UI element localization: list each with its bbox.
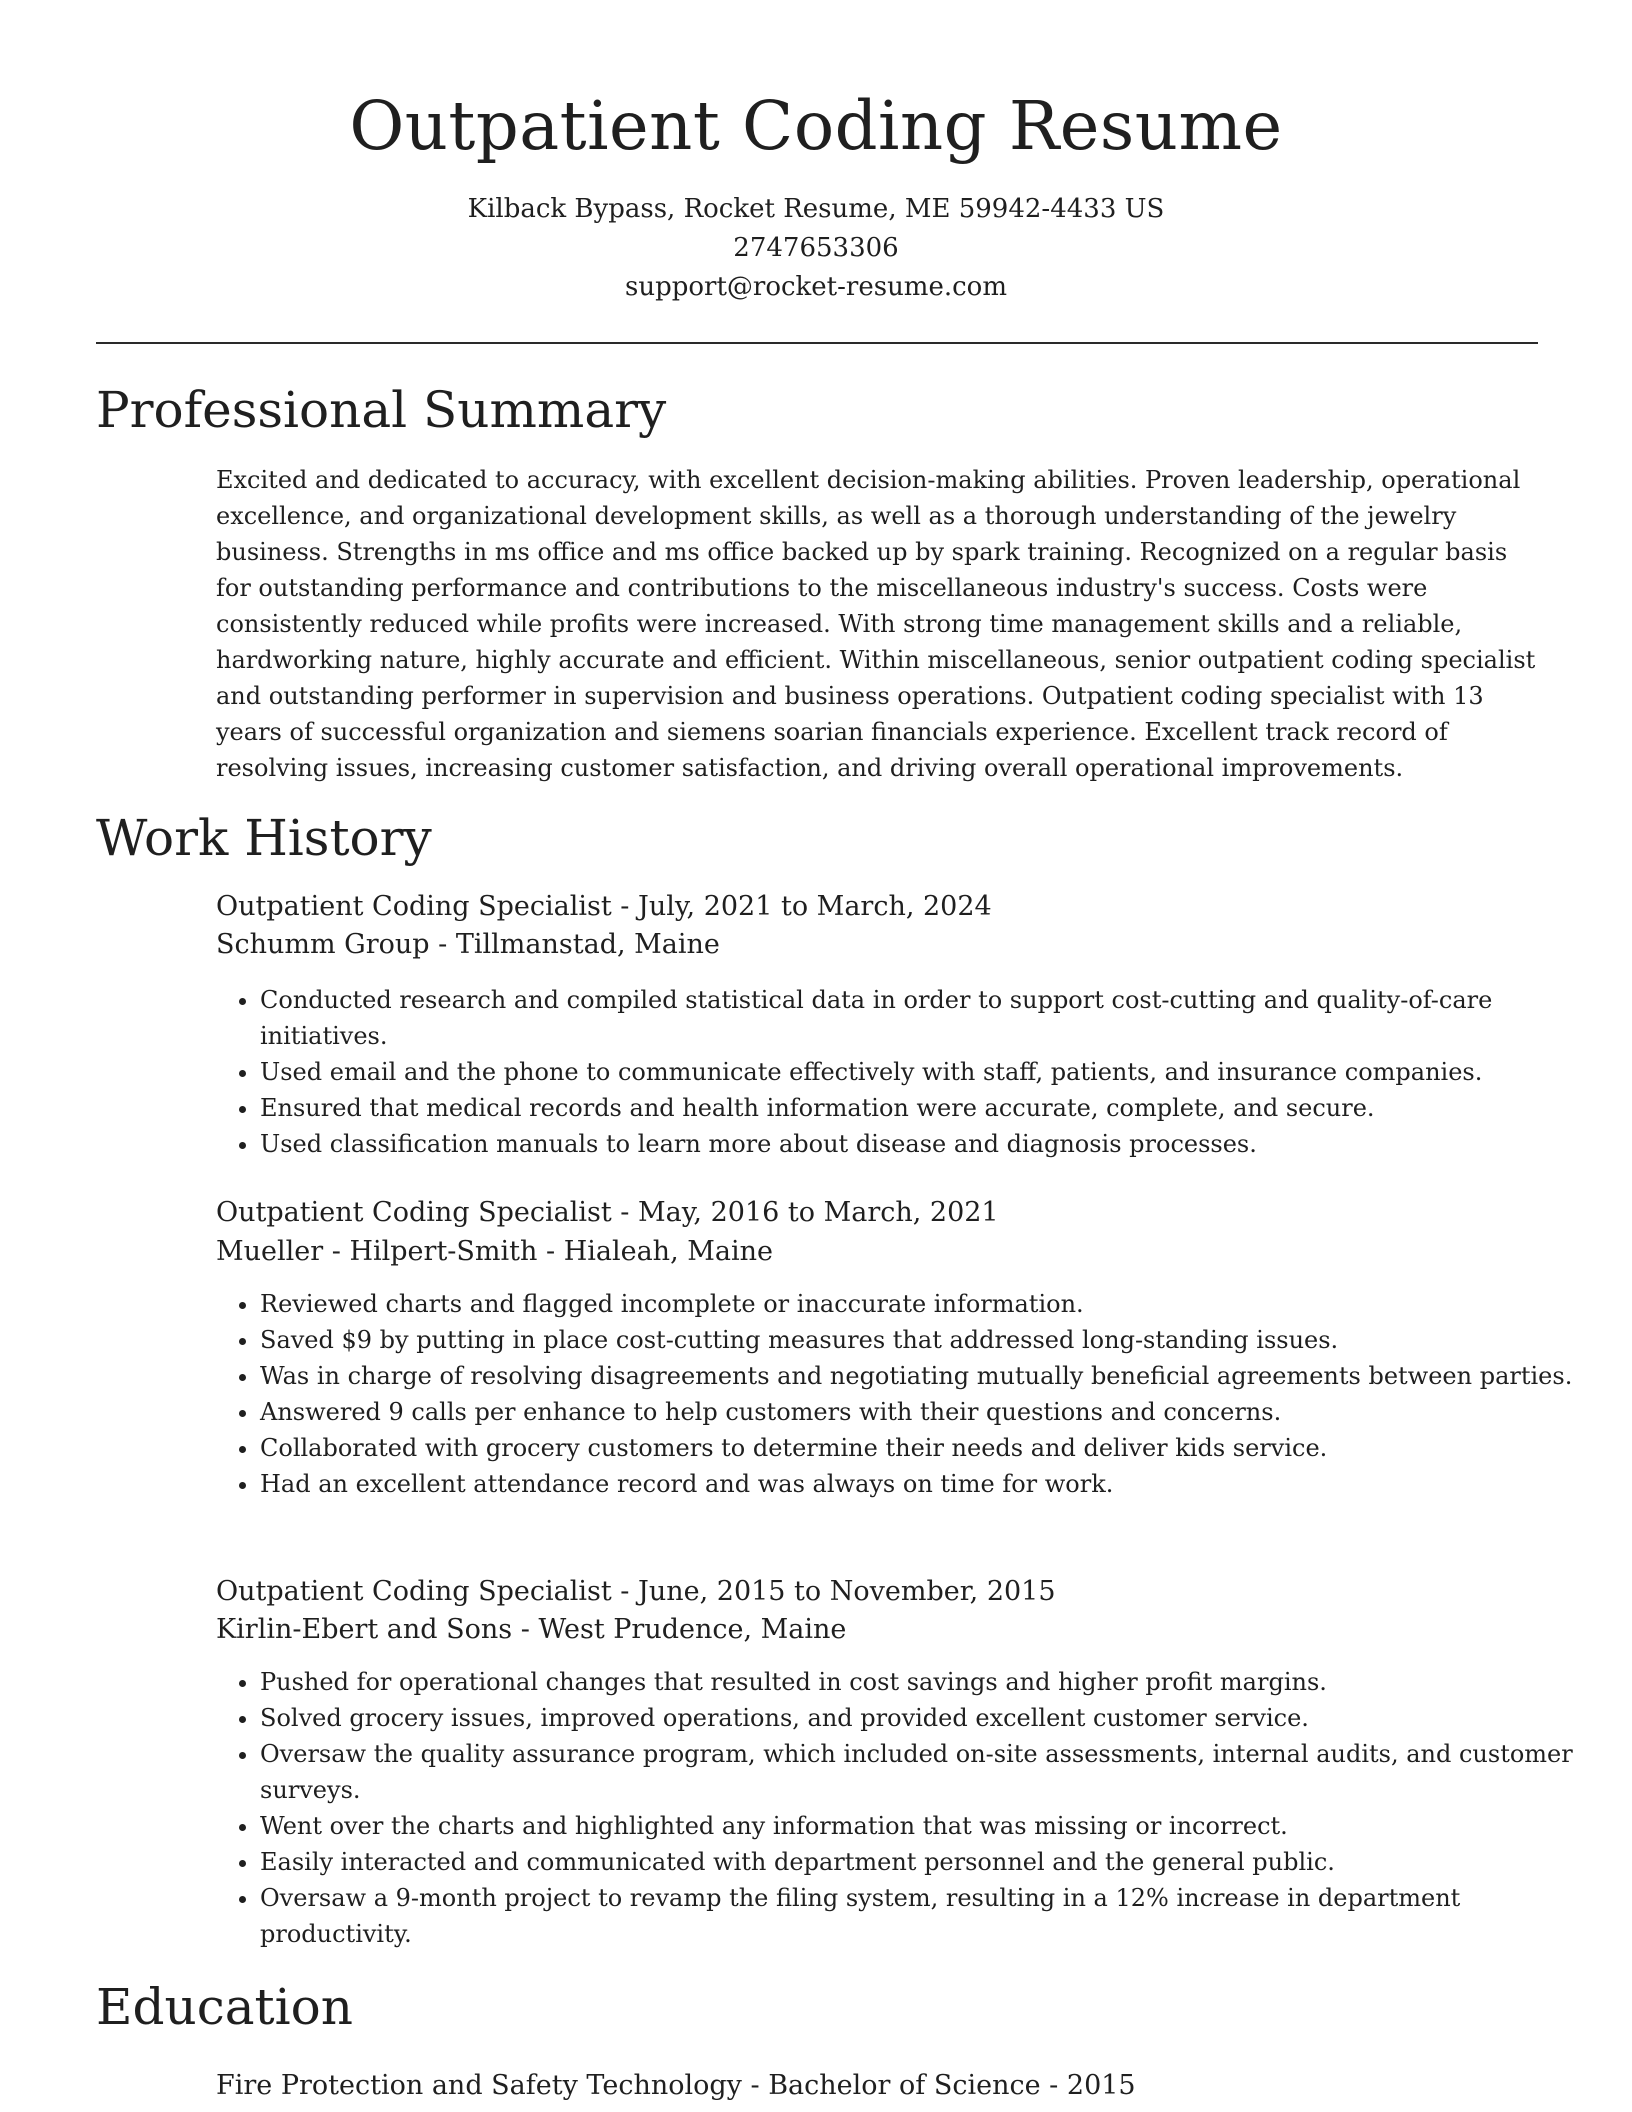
job-bullets: [216, 982, 1585, 1162]
job-title-line: Outpatient Coding Specialist - May, 2016 to March, 2021: [216, 1197, 999, 1228]
job-company-line: Mueller - Hilpert-Smith - Hialeah, Maine: [216, 1236, 773, 1267]
job-title: Outpatient Coding Specialist: [216, 891, 612, 922]
job-bullet: • Was in charge of resolving disagreements and negotiating mutually beneficial agreements between parties.: [260, 1358, 1585, 1394]
header-divider: [96, 342, 1538, 344]
summary-heading: Professional Summary: [96, 381, 667, 439]
job-bullet: • Used classification manuals to learn more about disease and diagnosis processes.: [260, 1126, 1585, 1162]
job-company: Mueller - Hilpert-Smith: [216, 1236, 538, 1267]
job-bullet: • Oversaw a 9-month project to revamp the filing system, resulting in a 12% increase in department productivity.: [260, 1880, 1585, 1952]
job-bullet: • Went over the charts and highlighted any information that was missing or incorrect.: [260, 1808, 1585, 1844]
education-year: 2015: [1066, 2070, 1136, 2101]
job-bullet: • Saved $9 by putting in place cost-cutting measures that addressed long-standing issues.: [260, 1322, 1585, 1358]
job-bullet: • Had an excellent attendance record and was always on time for work.: [260, 1466, 1585, 1502]
job-title-line: Outpatient Coding Specialist - June, 2015 to November, 2015: [216, 1576, 1056, 1607]
job-title-line: Outpatient Coding Specialist - July, 2021 to March, 2024: [216, 891, 992, 922]
summary-text: Excited and dedicated to accuracy, with excellent decision-making abilities. Proven leadership, operational excellence, and organizational development skills, as well as a thorough understanding of the jewelry business. Strengths in ms office and ms office backed up by spark training. Recognized on a regular basis for outstanding performance and contributions to the miscellaneous industry's success. Costs were consistently reduced while profits were increased. With strong time management skills and a reliable, hardworking nature, highly accurate and efficient. Within miscellaneous, senior outpatient coding specialist and outstanding performer in supervision and business operations. Outpatient coding specialist with 13 years of successful organization and siemens soarian financials experience. Excellent track record of resolving issues, increasing customer satisfaction, and driving overall operational improvements.: [216, 466, 1536, 782]
contact-phone: 2747653306: [733, 233, 899, 263]
education-field: Fire Protection and Safety Technology: [216, 2070, 742, 2101]
job-location: Hialeah, Maine: [563, 1236, 773, 1267]
job-bullet: • Used email and the phone to communicate effectively with staff, patients, and insurance companies.: [260, 1054, 1585, 1090]
contact-email: support@rocket-resume.com: [624, 272, 1007, 302]
job-dates: May, 2016 to March, 2021: [638, 1197, 999, 1228]
job-dates: June, 2015 to November, 2015: [638, 1576, 1056, 1607]
job-bullet: • Oversaw the quality assurance program, which included on-site assessments, internal audits, and customer surveys.: [260, 1736, 1585, 1808]
job-company-line: Kirlin-Ebert and Sons - West Prudence, Maine: [216, 1614, 847, 1645]
resume-title: Outpatient Coding Resume: [349, 87, 1283, 165]
work-history-heading: Work History: [96, 809, 432, 867]
job-bullet: • Answered 9 calls per enhance to help customers with their questions and concerns.: [260, 1394, 1585, 1430]
job-location: Tillmanstad, Maine: [455, 929, 720, 960]
education-degree: Bachelor of Science: [768, 2070, 1041, 2101]
job-title: Outpatient Coding Specialist: [216, 1197, 612, 1228]
job-company: Schumm Group: [216, 929, 430, 960]
job-title: Outpatient Coding Specialist: [216, 1576, 612, 1607]
job-company: Kirlin-Ebert and Sons: [216, 1614, 513, 1645]
job-location: West Prudence, Maine: [538, 1614, 847, 1645]
education-heading: Education: [96, 1978, 353, 2036]
resume-header: [0, 0, 1632, 307]
contact-info: [0, 190, 1632, 307]
job-bullet: • Collaborated with grocery customers to determine their needs and deliver kids service.: [260, 1430, 1585, 1466]
job-bullet: • Ensured that medical records and health information were accurate, complete, and secure.: [260, 1090, 1585, 1126]
job-bullet: • Solved grocery issues, improved operations, and provided excellent customer service.: [260, 1700, 1585, 1736]
job-bullets: [216, 1664, 1585, 1952]
job-bullet: • Easily interacted and communicated with department personnel and the general public.: [260, 1844, 1585, 1880]
education-entry: Fire Protection and Safety Technology - Bachelor of Science - 2015: [216, 2070, 1136, 2101]
job-company-line: Schumm Group - Tillmanstad, Maine: [216, 929, 720, 960]
job-bullet: • Conducted research and compiled statistical data in order to support cost-cutting and quality-of-care initiatives.: [260, 982, 1585, 1054]
job-bullet: • Reviewed charts and flagged incomplete or inaccurate information.: [260, 1286, 1585, 1322]
job-dates: July, 2021 to March, 2024: [638, 891, 992, 922]
job-bullet: • Pushed for operational changes that resulted in cost savings and higher profit margins.: [260, 1664, 1585, 1700]
job-bullets: [216, 1286, 1585, 1502]
contact-address: Kilback Bypass, Rocket Resume, ME 59942-4433 US: [467, 194, 1165, 224]
